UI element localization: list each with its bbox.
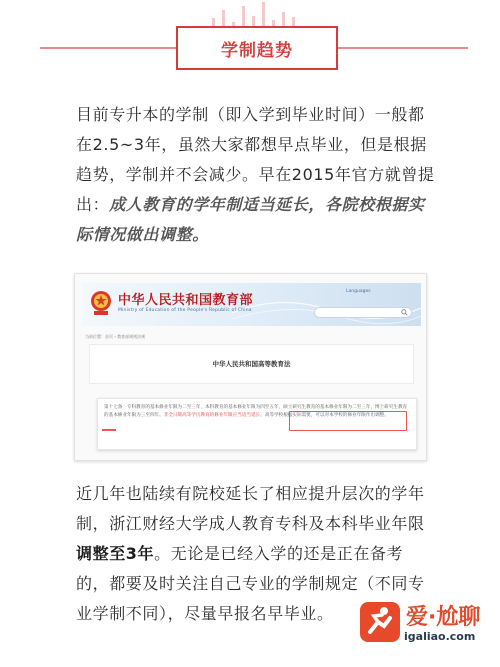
moe-screenshot — [74, 273, 427, 461]
search-icon[interactable] — [401, 309, 408, 316]
highlight-box — [289, 411, 407, 431]
trend-bold: 调整至3年 — [76, 544, 155, 563]
section-title: 学制趋势 — [221, 40, 293, 61]
watermark-domain: igaliao.com — [404, 630, 476, 643]
trend-text: 近几年也陆续有院校延长了相应提升层次的学年制，浙江财经大学成人教育专科及本科毕业年限 — [76, 484, 425, 533]
article-text-end: 高等学校根据实际需要，可以对本学校的修业年限作出调整。 — [264, 413, 389, 419]
site-watermark — [356, 596, 496, 660]
section-header — [176, 26, 338, 70]
article-highlight: 非全日制高等学历教育的修业年限应当适当延长。 — [163, 413, 265, 419]
national-emblem-icon — [90, 289, 112, 317]
trend-text-end: 。无论是已经入学的还是正在备考的，都要及时关注自己专业的学制规定（不同专业学制不同），尽量早报名早毕业。 — [76, 544, 425, 623]
banner-wave-decoration — [232, 283, 421, 326]
moe-banner — [82, 283, 421, 326]
moe-search-input[interactable] — [314, 307, 412, 318]
moe-site-subtitle: Ministry of Education of the People's Republic of China — [118, 308, 252, 313]
highlight-underline — [102, 429, 116, 431]
law-panel — [89, 344, 414, 384]
header-line-left — [40, 47, 176, 49]
intro-text: 目前专升本的学制（即入学到毕业时间）一般都在2.5~3年，虽然大家都想早点毕业，但是根据趋势，学制并不会减少。早在2015年官方就曾提出： — [76, 105, 435, 214]
watermark-brand: 爱·尬聊 — [406, 605, 481, 630]
article-text: 第十七条 专科教育的基本修业年限为二至三年，本科教育的基本修业年限为四至五年，硕士研究生教育的基本修业年限为二至三年，博士研究生教育的基本修业年限为三至四年。 — [104, 405, 408, 419]
decorative-stripes — [208, 0, 300, 28]
breadcrumb: 当前位置：首页 › 教育部规则法规 — [85, 334, 146, 339]
intro-paragraph — [76, 100, 436, 250]
intro-emphasis: 成人教育的学年制适当延长，各院校根据实际情况做出调整。 — [76, 195, 425, 244]
law-title: 中华人民共和国高等教育法 — [212, 360, 291, 368]
moe-site-title: 中华人民共和国教育部 — [118, 293, 254, 308]
languages-link[interactable]: Languages — [346, 289, 371, 294]
runner-logo-icon — [360, 602, 400, 642]
header-line-right — [338, 47, 468, 49]
